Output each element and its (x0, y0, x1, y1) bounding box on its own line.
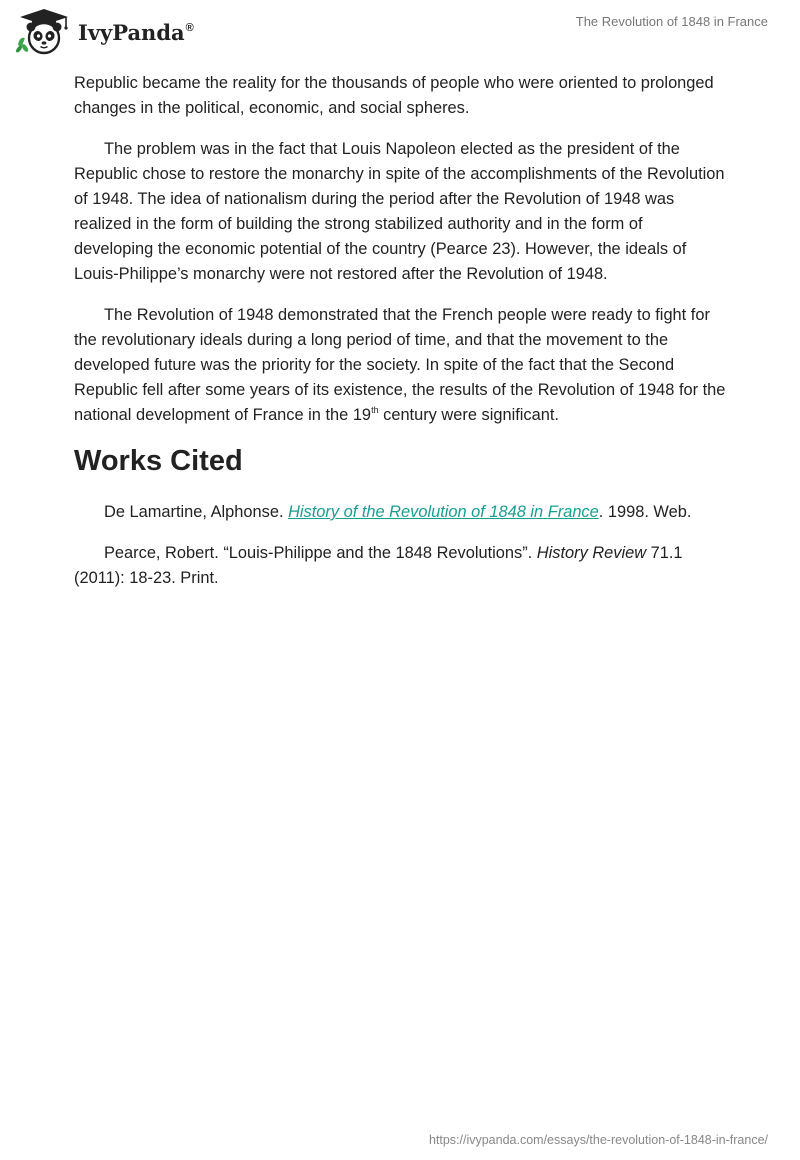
paragraph-2: The problem was in the fact that Louis Napoleon elected as the president of the Republic chose to restore the monarchy in spite of the accomplishments of the Revolution of 1948. The idea of nationalism during the period after the Revolution of 1948 was realized in the form of building the strong stabilized authority and in the form of developing the economic potential of the country (Pearce 23). However, the ideals of Louis-Philippe’s monarchy were not restored after the Revolution of 1948. (74, 140, 725, 283)
citation-1 (74, 500, 726, 525)
citation-1-title-link[interactable]: History of the Revolution of 1848 in France (288, 503, 599, 521)
paragraph-3-ending: century were significant. (378, 406, 559, 424)
citation-1-details: . 1998. Web. (598, 503, 692, 521)
citation-2-author: Pearce, Robert. “Louis-Philippe and the 1848 Revolutions”. (104, 544, 537, 562)
citation-2-journal: History Review (536, 544, 647, 562)
ordinal-superscript: th (371, 405, 379, 415)
works-cited-heading: Works Cited (74, 445, 243, 477)
registered-mark: ® (185, 21, 194, 34)
essay-content (74, 71, 726, 607)
logo-wordmark (78, 20, 194, 45)
paragraph-1: Republic became the reality for the thousands of people who were oriented to prolonged changes in the political, economic, and social spheres. (74, 74, 714, 117)
ivypanda-logo[interactable] (14, 8, 194, 56)
paragraph-3-text: The Revolution of 1948 demonstrated that the French people were ready to fight for the revolutionary ideals during a long period of time, and that the movement to the developed future was the priority for the society. In spite of the fact that the Second Republic fell after some years of its existence, the results of the Revolution of 1948 for the national development of France in the 19 (74, 306, 726, 424)
paragraph-3 (74, 303, 726, 428)
logo-name: IvyPanda (78, 19, 185, 45)
page-header (0, 0, 800, 64)
citation-1-author: De Lamartine, Alphonse. (104, 503, 289, 521)
citation-2-details: 71.1 (2011): 18-23. Print. (74, 544, 683, 587)
running-title: The Revolution of 1848 in France (575, 14, 768, 29)
footer-url[interactable]: https://ivypanda.com/essays/the-revolution-of-1848-in-france/ (428, 1133, 768, 1147)
citation-2 (74, 541, 726, 591)
panda-icon (14, 8, 74, 56)
